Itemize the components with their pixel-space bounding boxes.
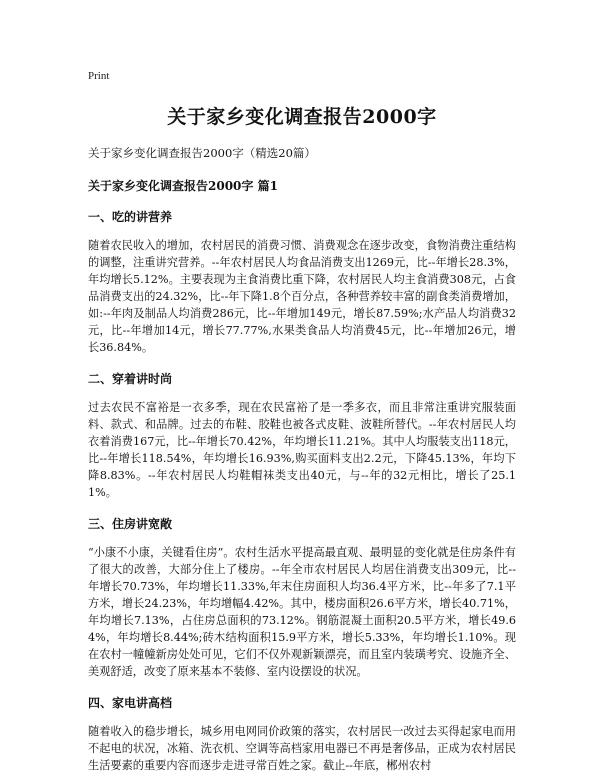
section-3 [88,515,516,680]
section-paragraph: 随着收入的稳步增长，城乡用电网同价政策的落实，农村居民一改过去买得起家电而用不起电的状况，冰箱、洗衣机、空调等高档家用电器已不再是奢侈品，正成为农村居民生活要素的重要内容而逐步走进寻常百姓之家。截止--年底，郴州农村 [88,725,516,772]
document-title: 关于家乡变化调查报告2000字 [167,106,437,128]
section-2 [88,370,516,501]
section-4 [88,694,516,774]
article-heading: 关于家乡变化调查报告2000字 篇1 [88,179,278,193]
section-paragraph: 过去农民不富裕是一衣多季，现在农民富裕了是一季多衣，而且非常注重讲究服装面料、款式、和品牌。过去的布鞋、胶鞋也被各式皮鞋、波鞋所替代。--年农村居民人均衣着消费167元，比--年增长70.42%，年均增长11.21%。其中人均服装支出118元，比--年增长118.54%，年均增长16.93%,购买面料支出2.2元，下降45.13%，年均下降8.83%。--年农村居民人均鞋帽袜类支出40元，与--年的32元相比，增长了25.11%。 [88,401,516,499]
section-1 [88,208,516,356]
section-heading: 三、住房讲宽敞 [88,517,173,531]
section-heading: 二、穿着讲时尚 [88,372,173,386]
document-subtitle: 关于家乡变化调查报告2000字（精选20篇） [88,146,316,160]
section-paragraph: 随着农民收入的增加，农村居民的消费习惯、消费观念在逐步改变，食物消费注重结构的调整，注重讲究营养。--年农村居民人均食品消费支出1269元，比--年增长28.3%，年均增长5.12%。主要表现为主食消费比重下降，农村居民人均主食消费308元，占食品消费支出的24.32%，比--年下降1.8个百分点，各种营养较丰富的副食类消费增加，如:--年肉及制品人均消费286元，比--年增加149元，增长87.59%;水产品人均消费32元，比--年增加14元，增长77.77%,水果类食品人均消费45元，比--年增加26元，增长36.84%。 [88,239,516,354]
document-page [88,70,516,774]
section-heading: 一、吃的讲营养 [88,210,173,224]
section-paragraph: “小康不小康，关键看住房”。农村生活水平提高最直观、最明显的变化就是住房条件有了很大的改善，大部分住上了楼房。--年全市农村居民人均居住消费支出309元，比--年增长70.73%，年均增长11.33%,年末住房面积人均36.4平方米，比--年多了7.1平方米，增长24.23%，年均增幅4.42%。其中，楼房面积26.6平方米，增长40.71%，年均增长7.13%，占住房总面积的73.12%。钢筋混凝土面积20.5平方米，增长49.64%，年均增长8.44%;砖木结构面积15.9平方米，增长5.33%，年均增长1.10%。现在农村一幢幢新房处处可见，它们不仅外观新颖漂亮，而且室内装璜考究、设施齐全、美观舒适，改变了原来基本不装修、室内设摆设的状况。 [88,546,516,678]
section-heading: 四、家电讲高档 [88,696,173,710]
print-label: Print [88,70,110,82]
